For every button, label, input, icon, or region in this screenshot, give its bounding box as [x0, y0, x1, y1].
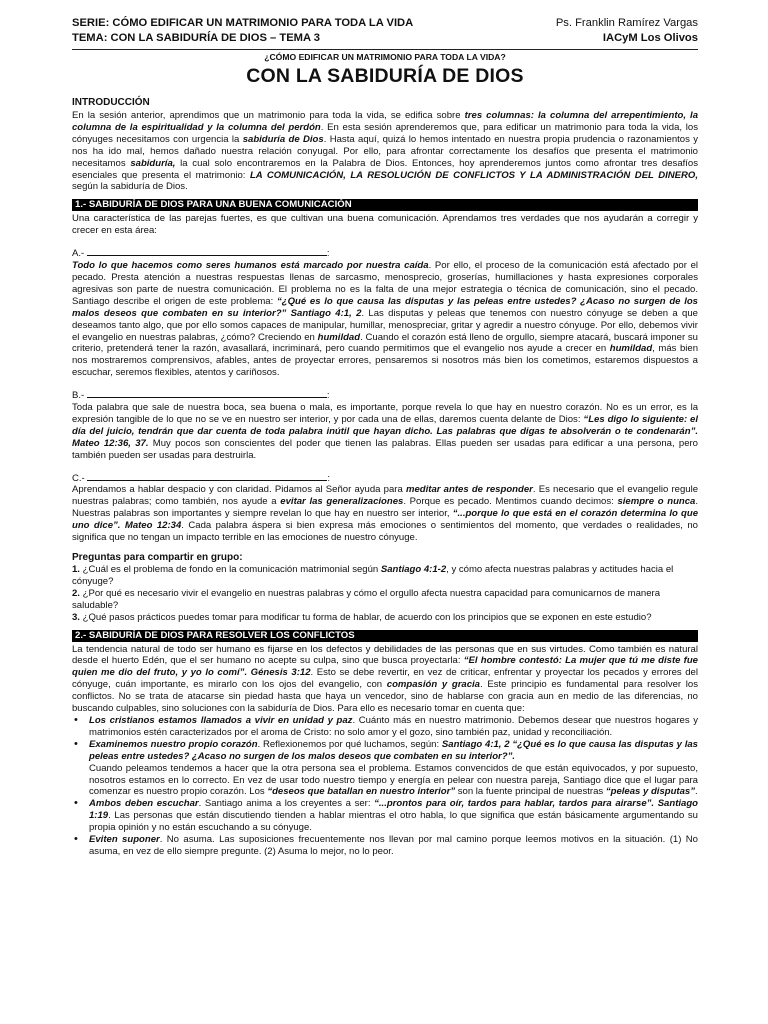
point-b-colon: :	[326, 390, 330, 402]
question-1-text-a: ¿Cuál es el problema de fondo en la comunicación matrimonial según	[82, 564, 379, 575]
page-title: CON LA SABIDURÍA DE DIOS	[246, 65, 524, 87]
intro-text-3: . Hasta aquí, quizá lo hemos intentado en nuestra propia prudencia o razonamientos y nos ha ido mal, hemos dañado nuestra relación conyugal. Por ello, para afrontar correctamente los desafíos que presenta el matrimonio necesitamos	[72, 133, 698, 169]
questions-heading: Preguntas para compartir en grupo:	[72, 552, 243, 563]
bullet-2-text-2: Cuando peleamos tendemos a hacer que la otra persona sea el problema. Estamos convencidos de que están equivocados, y por supuesto, nosotros estamos en lo correcto. En vez de usar todo nuestro tiempo y energía en pelear con nuestra pareja, Santiago dice que el lugar para comenzar es nuestro propio corazón. Los	[89, 762, 698, 798]
intro-emph-2: sabiduría de Dios	[242, 133, 324, 145]
point-b-quote: “Les digo lo siguiente: el día del juicio, tendrán que dar cuenta de toda palabra inútil que hayan dicho. Las palabras que digas te absolverán o te condenarán”. Mateo 12:36, 37.	[72, 413, 699, 449]
bullet-1-heading: Los cristianos estamos llamados a vivir en unidad y paz	[89, 714, 353, 726]
point-c-text-1: Aprendamos a hablar despacio y con claridad. Pidamos al Señor ayuda para	[72, 484, 403, 496]
header-line-2	[72, 31, 698, 46]
list-item	[89, 739, 698, 799]
section-1-intro: Una característica de las parejas fuertes, es que cultivan una buena comunicación. Aprendamos tres verdades que nos ayudarán a corregir y crecer en esta área:	[72, 213, 698, 237]
bullet-2-heading: Examinemos nuestro propio corazón	[89, 738, 258, 750]
author-label: Ps. Franklin Ramírez Vargas	[555, 17, 698, 29]
point-a-text-4: , más bien nos mostraremos comprensivos, afables, antes de proyectar errores, pensaremos si nosotros más bien los cometimos, estaremos dispuestos a escuchar, seremos flexibles, atentos y cariñosos.	[72, 343, 699, 379]
section-2-emph: compasión y gracia	[386, 679, 480, 691]
question-2	[72, 588, 698, 612]
intro-emph-4: LA COMUNICACIÓN, LA RESOLUCIÓN DE CONFLICTOS Y LA ADMINISTRACIÓN DEL DINERO,	[249, 169, 698, 181]
question-1-text-c: , y cómo afecta nuestras palabras y actitudes hacia el cónyuge?	[72, 564, 674, 587]
bullet-4-heading: Eviten suponer	[89, 834, 160, 846]
section-2-intro	[72, 644, 698, 715]
bullet-3-heading: Ambos deben escuchar	[89, 798, 199, 810]
intro-text-2: . En esta sesión aprenderemos que, para edificar un matrimonio para toda la vida, los cónyuges necesitamos con urgencia la	[72, 121, 698, 145]
point-c-blank[interactable]	[87, 471, 327, 481]
bullet-2-paragraph	[89, 763, 698, 799]
intro-emph-3: sabiduría,	[130, 157, 176, 169]
header-divider	[72, 49, 698, 50]
point-a-text-3: . Cuando el corazón está lleno de orgullo, siempre atacará, buscará imponer su criterio, pretenderá tener la razón, avasallará, incriminará, pero cuando permitimos que el evangelio nos ayude a crecer en	[72, 331, 698, 355]
bullet-2-quote: Santiago 4:1, 2 “¿Qué es lo que causa las disputas y las peleas entre ustedes? ¿Acaso no surgen de los malos deseos que combaten en su interior?”.	[89, 738, 698, 762]
question-3	[72, 612, 698, 624]
point-c-quote: “...porque lo que está en el corazón determina lo que uno dice”. Mateo 12:34	[72, 508, 698, 532]
question-2-text: ¿Por qué es necesario vivir el evangelio en nuestras palabras y cómo el orgullo afecta nuestra capacidad para comunicarnos de manera saludable?	[72, 587, 661, 611]
bullet-3-text: . Santiago anima a los creyentes a ser:	[198, 798, 371, 810]
point-a-humility-1: humildad	[317, 331, 361, 343]
point-c-emph-1: meditar antes de responder	[406, 484, 533, 496]
list-item	[89, 834, 698, 858]
intro-emph-1: tres columnas: la columna del arrepentimiento, la columna de la espiritualidad y la columna del perdón	[72, 110, 698, 133]
point-c-colon: :	[327, 472, 331, 484]
header-line-1	[72, 16, 698, 31]
question-1	[72, 564, 698, 588]
point-c-body	[72, 484, 698, 544]
bullet-2-text: . Reflexionemos por qué luchamos, según:	[257, 738, 440, 750]
list-item	[89, 798, 698, 834]
intro-heading: INTRODUCCIÓN	[72, 97, 150, 108]
bullet-2-quote-3: “peleas y disputas”	[605, 786, 695, 798]
intro-text-1: En la sesión anterior, aprendimos que un matrimonio para toda la vida, se edifica sobre	[72, 110, 461, 121]
bullet-1-text: . Cuánto más en nuestro matrimonio. Debemos desear que nuestros hogares y matrimonios estén caracterizados por el aroma de Cristo: no solo amor y el gozo, sino también paz, unidad y reconciliación.	[89, 714, 698, 738]
point-c-label: C.-	[72, 472, 85, 484]
point-b-blank[interactable]	[87, 388, 327, 398]
section-1-heading: 1.- SABIDURÍA DE DIOS PARA UNA BUENA COMUNICACIÓN	[72, 199, 698, 211]
point-c-text-4: . Nuestras palabras son importantes y siempre revelan lo que hay en nuestro ser interior,	[72, 496, 699, 520]
point-c-text-5: . Cada palabra áspera si bien expresa más emociones o sentimientos del momento, que verdades o realidades, no significa que no tengan un impacto terrible en las emociones de nuestro cónyuge.	[72, 520, 698, 544]
point-b-title	[72, 388, 698, 402]
document-page	[72, 16, 698, 858]
question-3-text: ¿Qué pasos prácticos puedes tomar para modificar tu forma de hablar, de acuerdo con los principios que se exponen en este estudio?	[82, 611, 652, 623]
point-a-body	[72, 260, 698, 379]
point-a-colon: :	[326, 248, 330, 260]
bullet-2-text-3: son la fuente principal de nuestras	[457, 786, 604, 798]
point-a-text-1: . Por ello, el proceso de la comunicación está afectado por el pecado. Presta atención a nuestras respuestas llenas de sarcasmo, menosprecio, groserías, humillaciones y hasta expresiones corporales agresivas son parte de nuestra comunicación. El problema no es la falta de una mejor estrategia o técnica de comunicación, sino el pecado. Santiago describe el origen de este problema:	[72, 260, 699, 307]
section-2-text-2: . Esto se debe revertir, en vez de criticar, enfrentar y proyectar los pecados y errores del cónyuge, cuán importante, es mirarlo con los ojos del evangelio, con	[72, 667, 698, 691]
point-b-label: B.-	[72, 390, 85, 402]
section-2-text-1: La tendencia natural de todo ser humano es fijarse en los defectos y debilidades de las personas que en sus virtudes. Como también es natural desde el huerto Edén, que el ser humano no acepte su culpa, sino que busca proyectarla:	[72, 643, 698, 667]
point-a-humility-2: humildad	[609, 343, 653, 355]
point-c-text-3: . Porque es pecado. Mentimos cuando decimos:	[403, 496, 614, 508]
question-1-ref: Santiago 4:1-2	[380, 564, 447, 575]
bullet-4-text: . No asuma. Las suposiciones frecuentemente nos llevan por mal camino porque leemos motivos en la situación. (1) No asuma, en vez de ello siempre pregunte. (2) Asuma lo mejor, no lo peor.	[89, 834, 698, 857]
theme-label: TEMA: CON LA SABIDURÍA DE DIOS – TEMA 3	[72, 32, 320, 44]
point-c-emph-2: evitar las generalizaciones	[280, 496, 404, 508]
point-a-title	[72, 246, 698, 260]
point-a-emph: Todo lo que hacemos como seres humanos está marcado por nuestra caída	[72, 260, 429, 272]
point-a-text-2: . Las disputas y peleas que tenemos con nuestro cónyuge se deben a que deseamos tanto algo, que por ello somos capaces de manipular, humillar, menospreciar, gritar y agredir a nuestro cónyuge. Por ello, debemos vivir el evangelio en nuestras palabras, ¿cómo? Creciendo en	[72, 307, 698, 343]
question-3-number: 3.	[72, 611, 80, 623]
list-item	[89, 715, 698, 739]
intro-text-5: según la sabiduría de Dios.	[72, 181, 188, 193]
point-b-text-1: Toda palabra que sale de nuestra boca, sea buena o mala, es importante, porque revela lo que hay en nuestro corazón. No es un error, es la expresión tangible de lo que no se ve en nuestro ser interior, y por cada una de ellas, daremos cuenta delante de Dios:	[72, 402, 698, 425]
question-1-number: 1.	[72, 564, 80, 575]
point-c-title	[72, 471, 698, 485]
section-2-quote: “El hombre contestó: La mujer que tú me diste fue quien me dio del fruto, y yo lo comí”. Génesis 3:12	[72, 655, 698, 679]
bullet-3-quote: “...prontos para oír, tardos para hablar, tardos para airarse”. Santiago 1:19	[89, 798, 699, 822]
series-label: SERIE: CÓMO EDIFICAR UN MATRIMONIO PARA TODA LA VIDA	[72, 17, 414, 29]
question-2-number: 2.	[72, 587, 80, 599]
point-b-body	[72, 402, 698, 462]
bullet-2-text-4: .	[694, 786, 698, 798]
bullet-3-text-2: . Las personas que están discutiendo tienden a hablar mientras el otro habla, lo que significa que están básicamente argumentando su propia opinión y no están escuchando a su cónyuge.	[89, 810, 698, 834]
section-2-text-3: . Este principio es fundamental para resolver los conflictos. No se trata de atacarse sin piedad hasta que haya un vencedor, sino de hablarse con gracia aun en medio de las diferencias, no buscando culpables, sino soluciones con la sabiduría de Dios. Para ello es necesario tomar en cuenta que:	[72, 679, 699, 715]
bullet-2-quote-2: “deseos que batallan en nuestro interior”	[267, 786, 456, 798]
point-c-emph-3: siempre o nunca	[617, 496, 696, 508]
point-b-text-2: Muy pocos son conscientes del poder que tienen las palabras. Ellas pueden ser usadas para edificar a una persona, pero también pueden ser usadas para destruirla.	[72, 437, 698, 461]
point-a-label: A.-	[72, 248, 85, 260]
church-label: IACyM Los Olivos	[602, 32, 698, 44]
kicker: ¿CÓMO EDIFICAR UN MATRIMONIO PARA TODA LA VIDA?	[264, 52, 506, 62]
point-a-quote: “¿Qué es lo que causa las disputas y las peleas entre ustedes? ¿Acaso no surgen de los malos deseos que combaten en su interior?” Santiago 4:1, 2	[72, 295, 698, 319]
point-c-text-2: . Es necesario que el evangelio regule nuestras palabras; como también, nos ayude a	[72, 484, 699, 508]
section-2-heading: 2.- SABIDURÍA DE DIOS PARA RESOLVER LOS CONFLICTOS	[72, 630, 698, 642]
intro-paragraph	[72, 110, 698, 193]
point-a-blank[interactable]	[87, 246, 327, 256]
intro-text-4: la cual solo encontraremos en la Palabra de Dios. Entonces, hoy aprenderemos juntos como afrontar tres desafíos esenciales que presenta el matrimonio:	[72, 157, 699, 181]
section-2-list	[72, 715, 698, 858]
